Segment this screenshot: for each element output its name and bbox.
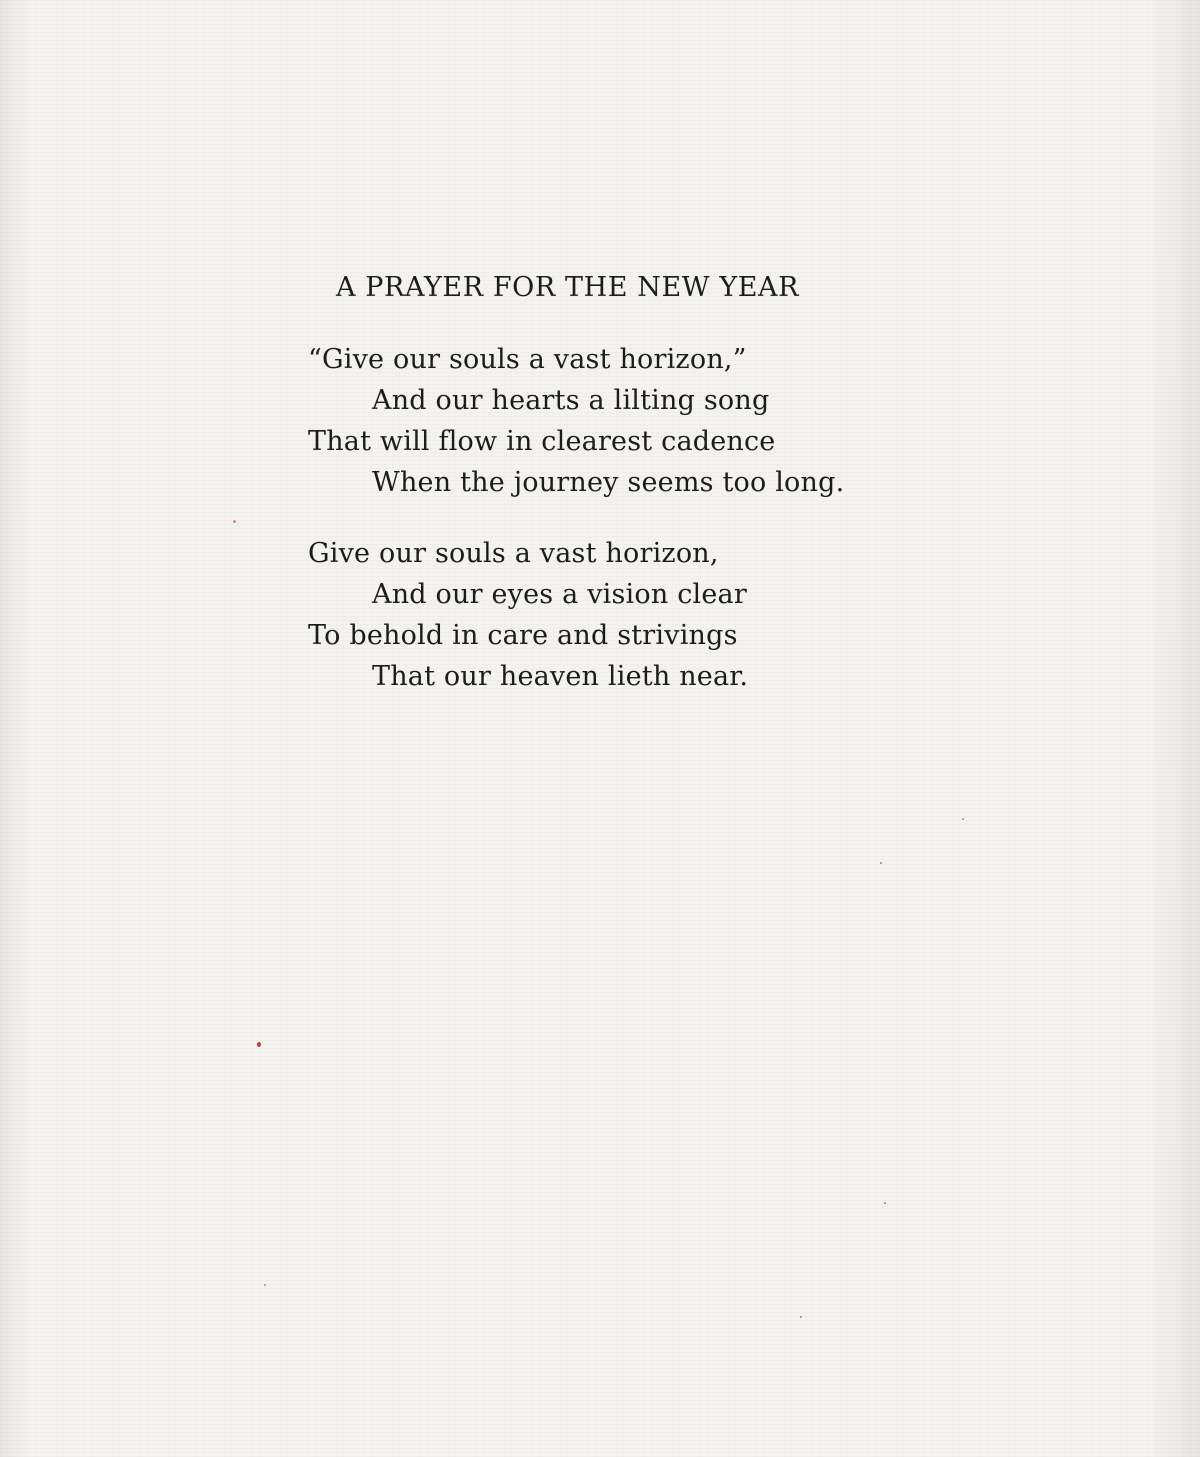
paper-speck: [800, 1316, 802, 1318]
poem-title: A PRAYER FOR THE NEW YEAR: [336, 272, 800, 303]
poem-line: To behold in care and strivings: [308, 620, 738, 651]
paper-speck: [257, 1042, 261, 1047]
poem-line: That our heaven lieth near.: [372, 661, 749, 692]
poem-line: When the journey seems too long.: [372, 467, 845, 498]
poem-line: Give our souls a vast horizon,: [308, 538, 719, 569]
poem-line: And our hearts a lilting song: [372, 385, 770, 416]
paper-speck: [884, 1202, 886, 1204]
paper-speck: [264, 1284, 266, 1286]
poem-line: And our eyes a vision clear: [372, 579, 747, 610]
paper-speck: [880, 862, 882, 864]
poem-line: “Give our souls a vast horizon,”: [308, 344, 747, 375]
paper-speck: [962, 818, 964, 820]
poem-line: That will flow in clearest cadence: [308, 426, 776, 457]
paper-speck: [233, 520, 236, 523]
